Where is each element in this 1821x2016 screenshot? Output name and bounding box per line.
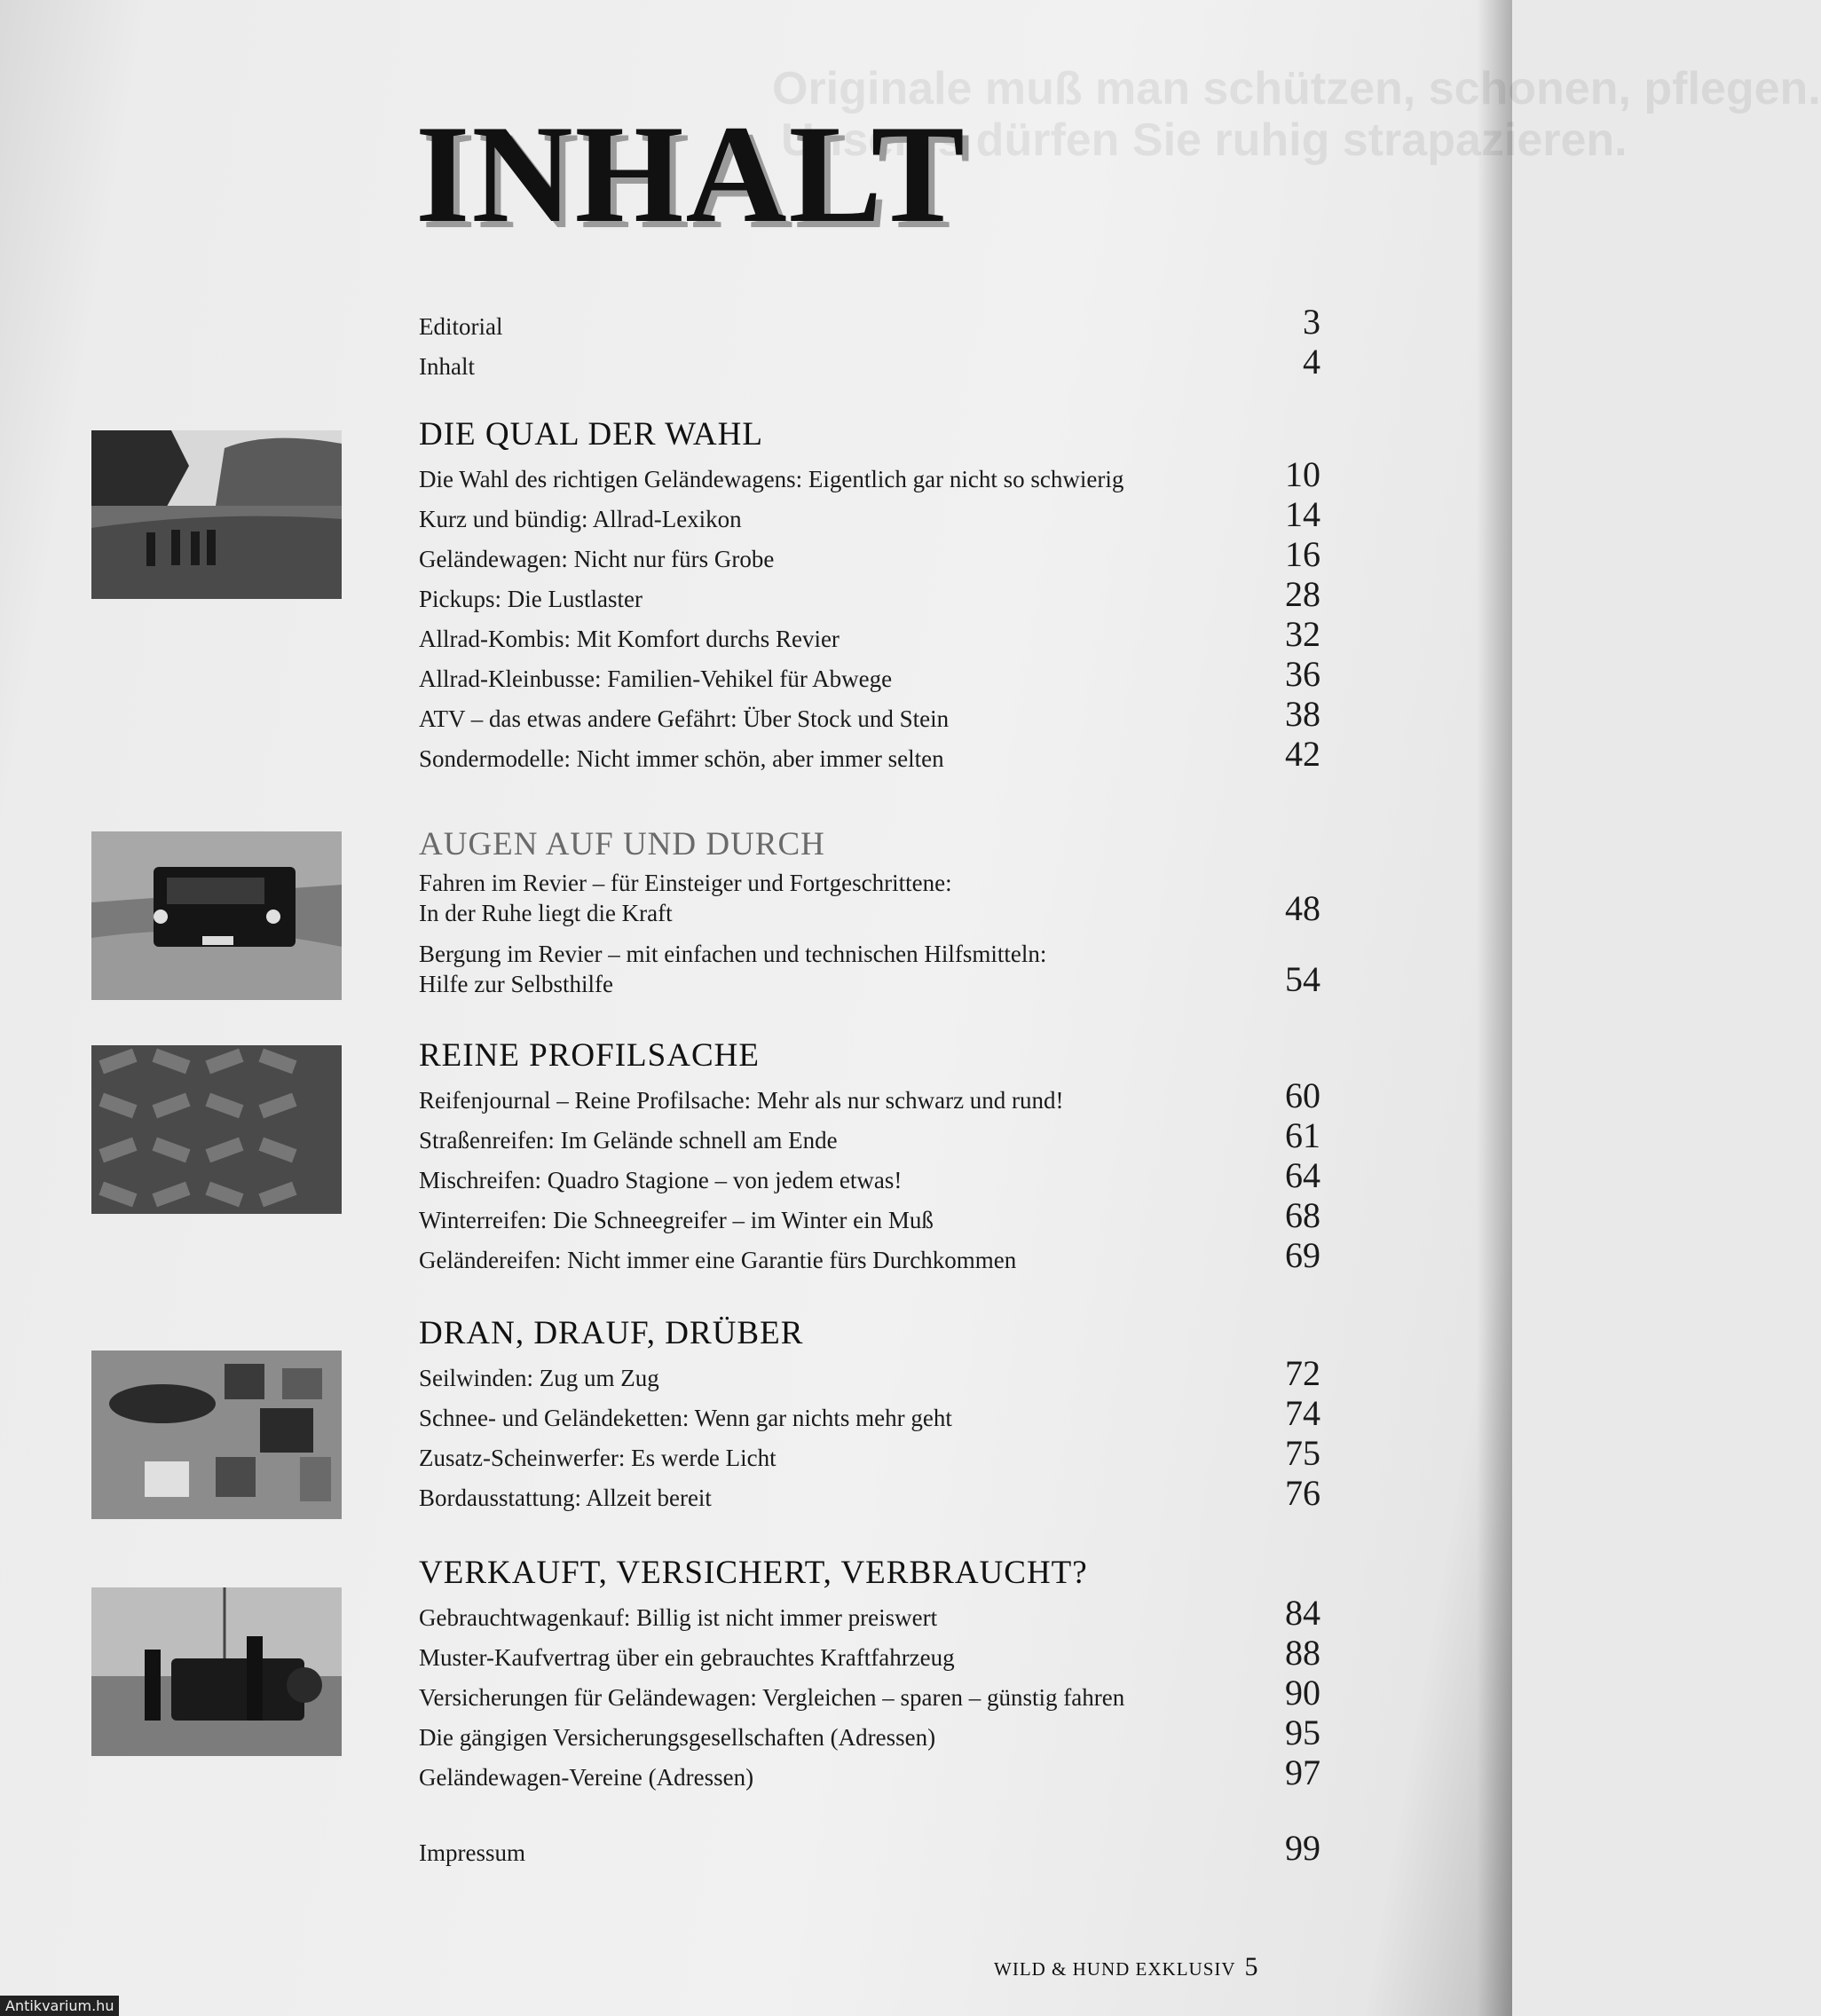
thumbnail-tire-tracks xyxy=(91,1045,342,1214)
toc-entry xyxy=(419,302,1342,342)
toc-entry-title: ATV – das etwas andere Gefährt: Über Stock und Stein xyxy=(419,705,950,732)
toc-entry-page: 38 xyxy=(1285,694,1320,734)
toc-entry xyxy=(419,1195,1342,1235)
toc-entry xyxy=(419,1593,1342,1633)
toc-entry-title: Inhalt xyxy=(419,353,475,380)
toc-entry xyxy=(419,574,1342,614)
toc-entry xyxy=(419,1633,1342,1673)
toc-entry-page: 74 xyxy=(1285,1393,1320,1433)
table-of-contents xyxy=(419,302,1342,1868)
toc-entry-page: 88 xyxy=(1285,1633,1320,1673)
toc-entry-title: Seilwinden: Zug um Zug xyxy=(419,1365,659,1391)
section-heading: VERKAUFT, VERSICHERT, VERBRAUCHT? xyxy=(419,1555,1088,1591)
toc-entry xyxy=(419,1752,1342,1792)
toc-entry-page: 3 xyxy=(1303,302,1320,342)
toc-entry xyxy=(419,1673,1342,1713)
page-footer xyxy=(994,1952,1259,1982)
toc-entry-page: 84 xyxy=(1285,1593,1320,1633)
toc-entry xyxy=(419,654,1342,694)
toc-entry-title: Sondermodelle: Nicht immer schön, aber immer selten xyxy=(419,745,944,772)
spine-shadow xyxy=(1477,0,1512,2016)
toc-entry xyxy=(419,1393,1342,1433)
toc-entry xyxy=(419,864,1342,928)
toc-entry-title: Versicherungen für Geländewagen: Vergleichen – sparen – günstig fahren xyxy=(419,1684,1125,1711)
toc-entry xyxy=(419,454,1342,494)
toc-entry-title-line1: Fahren im Revier – für Einsteiger und Fortgeschrittene: xyxy=(419,870,952,896)
toc-entry-title: Geländewagen: Nicht nur fürs Grobe xyxy=(419,546,775,572)
toc-entry-page: 14 xyxy=(1285,494,1320,534)
toc-entry xyxy=(419,1115,1342,1155)
toc-entry-title: Straßenreifen: Im Gelände schnell am Ende xyxy=(419,1127,838,1154)
toc-entry-title: Geländereifen: Nicht immer eine Garantie fürs Durchkommen xyxy=(419,1247,1017,1273)
toc-entry-title: Geländewagen-Vereine (Adressen) xyxy=(419,1764,754,1791)
toc-entry xyxy=(419,1235,1342,1275)
publication-name: WILD & HUND EXKLUSIV xyxy=(994,1958,1236,1980)
toc-entry-title: Winterreifen: Die Schneegreifer – im Winter ein Muß xyxy=(419,1207,934,1233)
toc-entry xyxy=(419,1433,1342,1473)
toc-entry-page: 76 xyxy=(1285,1473,1320,1513)
toc-entry-title: Kurz und bündig: Allrad-Lexikon xyxy=(419,506,742,532)
toc-entry-page: 48 xyxy=(1285,888,1320,928)
toc-entry-title: Zusatz-Scheinwerfer: Es werde Licht xyxy=(419,1445,776,1471)
toc-entry-title xyxy=(419,939,1046,999)
toc-entry-title: Pickups: Die Lustlaster xyxy=(419,586,642,612)
thumbnail-accessories-collage xyxy=(91,1351,342,1519)
toc-entry-title: Allrad-Kombis: Mit Komfort durchs Revier xyxy=(419,626,840,652)
toc-entry-page: 28 xyxy=(1285,574,1320,614)
thumbnail-walk-field xyxy=(91,430,342,599)
section-heading: DIE QUAL DER WAHL xyxy=(419,416,763,453)
bleed-through-text-line2: Unseres dürfen Sie ruhig strapazieren. xyxy=(781,114,1628,166)
toc-entry-page: 69 xyxy=(1285,1235,1320,1275)
toc-entry xyxy=(419,1713,1342,1752)
toc-entry-page: 60 xyxy=(1285,1075,1320,1115)
thumbnail-used-car-purchase xyxy=(91,1587,342,1756)
watermark: Antikvarium.hu xyxy=(0,1996,119,2016)
section-heading: DRAN, DRAUF, DRÜBER xyxy=(419,1315,804,1351)
toc-entry-title: Allrad-Kleinbusse: Familien-Vehikel für Abwege xyxy=(419,665,893,692)
page-title: INHALT xyxy=(415,97,966,252)
toc-entry-page: 64 xyxy=(1285,1155,1320,1195)
toc-entry xyxy=(419,935,1342,999)
section-heading: AUGEN AUF UND DURCH xyxy=(419,826,825,862)
toc-entry-page: 61 xyxy=(1285,1115,1320,1155)
toc-entry xyxy=(419,1473,1342,1513)
toc-entry xyxy=(419,1353,1342,1393)
toc-entry-page: 90 xyxy=(1285,1673,1320,1713)
toc-entry-page: 16 xyxy=(1285,534,1320,574)
toc-entry-title: Die Wahl des richtigen Geländewagens: Eigentlich gar nicht so schwierig xyxy=(419,466,1124,492)
toc-entry xyxy=(419,494,1342,534)
toc-entry-title: Bordausstattung: Allzeit bereit xyxy=(419,1484,712,1511)
toc-entry xyxy=(419,734,1342,774)
toc-entry xyxy=(419,1828,1342,1868)
toc-entry-title-line2: Hilfe zur Selbsthilfe xyxy=(419,971,613,997)
toc-entry xyxy=(419,694,1342,734)
toc-entry-page: 42 xyxy=(1285,734,1320,774)
toc-entry-title: Muster-Kaufvertrag über ein gebrauchtes Kraftfahrzeug xyxy=(419,1644,955,1671)
thumbnail-offroad-vehicle xyxy=(91,831,342,1000)
toc-entry xyxy=(419,614,1342,654)
bleed-through-text-line1: Originale muß man schützen, schonen, pflegen. xyxy=(772,63,1821,114)
toc-entry-page: 10 xyxy=(1285,454,1320,494)
toc-entry xyxy=(419,534,1342,574)
toc-entry-title xyxy=(419,868,952,928)
toc-entry-page: 72 xyxy=(1285,1353,1320,1393)
toc-entry-page: 68 xyxy=(1285,1195,1320,1235)
toc-entry-page: 99 xyxy=(1285,1828,1320,1868)
toc-entry-page: 36 xyxy=(1285,654,1320,694)
toc-entry-page: 4 xyxy=(1303,342,1320,382)
toc-entry-page: 97 xyxy=(1285,1752,1320,1792)
section-heading: REINE PROFILSACHE xyxy=(419,1037,760,1074)
toc-entry-page: 95 xyxy=(1285,1713,1320,1752)
toc-entry xyxy=(419,342,1342,382)
toc-entry xyxy=(419,1075,1342,1115)
toc-entry-title-line1: Bergung im Revier – mit einfachen und technischen Hilfsmitteln: xyxy=(419,941,1047,967)
toc-entry-title: Editorial xyxy=(419,313,503,340)
page-number: 5 xyxy=(1244,1952,1259,1981)
toc-entry-page: 54 xyxy=(1285,959,1320,999)
toc-entry-title: Reifenjournal – Reine Profilsache: Mehr als nur schwarz und rund! xyxy=(419,1087,1064,1114)
toc-entry-page: 75 xyxy=(1285,1433,1320,1473)
toc-entry-title: Schnee- und Geländeketten: Wenn gar nichts mehr geht xyxy=(419,1405,952,1431)
toc-entry-title: Mischreifen: Quadro Stagione – von jedem etwas! xyxy=(419,1167,903,1193)
toc-entry-page: 32 xyxy=(1285,614,1320,654)
toc-entry-title: Die gängigen Versicherungsgesellschaften (Adressen) xyxy=(419,1724,936,1751)
toc-entry xyxy=(419,1155,1342,1195)
toc-entry-title: Gebrauchtwagenkauf: Billig ist nicht immer preiswert xyxy=(419,1604,938,1631)
toc-entry-title: Impressum xyxy=(419,1839,525,1866)
toc-entry-title-line2: In der Ruhe liegt die Kraft xyxy=(419,900,673,926)
